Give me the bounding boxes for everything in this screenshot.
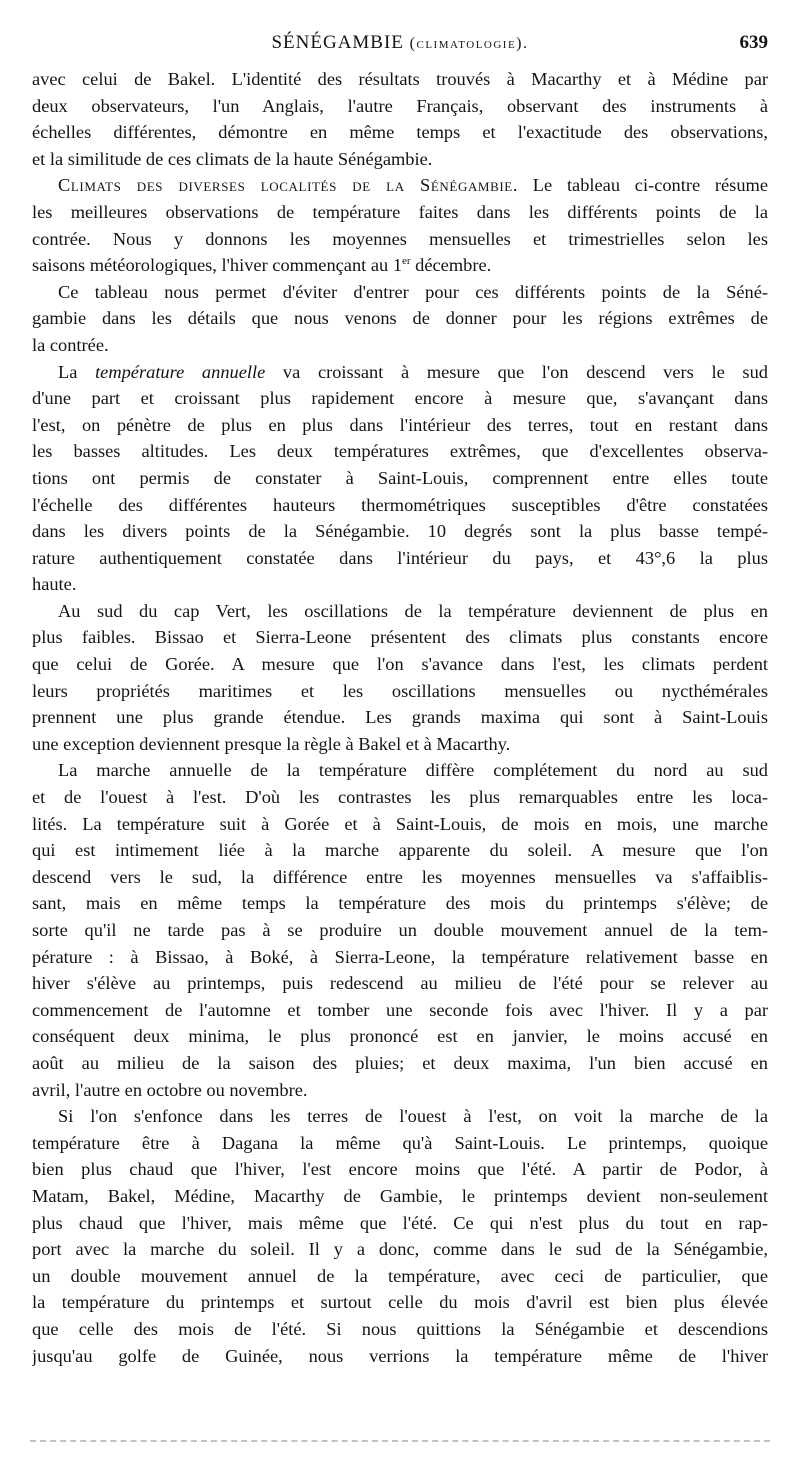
text-line: la température du printemps et surtout celle du mois d'avril est bien plus élevée [32, 1292, 768, 1313]
text-line: que celle des mois de l'été. Si nous quittions la Sénégambie et descendions [32, 1318, 768, 1339]
text-line: deux observateurs, l'un Anglais, l'autre Français, observant des instruments à [32, 95, 768, 116]
ordinal-superscript: er [402, 255, 411, 268]
body-text [32, 66, 768, 1369]
text-line: qui est intimement liée à la marche apparente du soleil. A mesure que l'on [32, 840, 768, 861]
text-line: port avec la marche du soleil. Il y a donc, comme dans le sud de la Sénégambie, [32, 1239, 768, 1260]
text-line: l'est, on pénètre de plus en plus dans l'intérieur des terres, tout en restant dans [32, 414, 768, 435]
text-line: Au sud du cap Vert, les oscillations de la température deviennent de plus en [58, 600, 768, 621]
text-line: et la similitude de ces climats de la haute Sénégambie. [32, 148, 433, 169]
text-line: l'échelle des différentes hauteurs thermométriques susceptibles d'être constatées [32, 494, 768, 515]
text-line: plus faibles. Bissao et Sierra-Leone présentent des climats plus constants encore [32, 627, 768, 648]
text-line: haute. [32, 574, 77, 595]
text-line: une exception deviennent presque la règle à Bakel et à Macarthy. [32, 733, 511, 754]
text-line-with-ordinal [32, 252, 768, 279]
text-line: conséquent deux minima, le plus prononcé est en janvier, le moins accusé en [32, 1026, 768, 1047]
text-line: descend vers le sud, la différence entre les moyennes mensuelles va s'affaiblis- [32, 866, 768, 887]
running-header [32, 32, 768, 58]
text-line: les basses altitudes. Les deux températures extrêmes, que d'excellentes observa- [32, 441, 768, 462]
running-title-subtitle: (climatologie). [409, 35, 529, 52]
text-line: et de l'ouest à l'est. D'où les contrastes les plus remarquables entre les loca- [32, 787, 768, 808]
text-line: sant, mais en même temps la température des mois du printemps s'élève; de [32, 893, 768, 914]
text-line: gambie dans les détails que nous venons de donner pour les régions extrêmes de [32, 308, 768, 329]
text-line: lités. La température suit à Gorée et à Saint-Louis, de mois en mois, une marche [32, 813, 768, 834]
text-line: commencement de l'automne et tomber une seconde fois avec l'hiver. Il y a par [32, 999, 768, 1020]
section-heading-line [32, 172, 768, 199]
page-number: 639 [739, 32, 768, 53]
text-run: décembre. [410, 255, 492, 276]
text-line: plus chaud que l'hiver, mais même que l'été. Ce qui n'est plus du tout en rap- [32, 1212, 768, 1233]
running-title [32, 32, 768, 54]
text-line: pérature : à Bissao, à Boké, à Sierra-Leone, la température relativement basse en [32, 946, 768, 967]
text-line: tions ont permis de constater à Saint-Louis, comprennent entre elles toute [32, 467, 768, 488]
text-line: La marche annuelle de la température diffère complétement du nord au sud [58, 760, 768, 781]
text-line: échelles différentes, démontre en même temps et l'exactitude des observations, [32, 122, 768, 143]
text-line: un double mouvement annuel de la température, avec ceci de particulier, que [32, 1265, 768, 1286]
italic-term: température annuelle [95, 361, 266, 382]
text-run: La [58, 361, 96, 382]
text-run: saisons météorologiques, l'hiver commençant au 1 [32, 255, 403, 276]
text-line: août au milieu de la saison des pluies; et deux maxima, l'un bien accusé en [32, 1052, 768, 1073]
text-line: hiver s'élève au printemps, puis redescend au milieu de l'été pour se relever au [32, 973, 768, 994]
text-line: la contrée. [32, 334, 109, 355]
text-line: dans les divers points de la Sénégambie. 10 degrés sont la plus basse tempé- [32, 521, 768, 542]
text-line: que celui de Gorée. A mesure que l'on s'avance dans l'est, les climats perdent [32, 654, 768, 675]
text-line: Si l'on s'enfonce dans les terres de l'ouest à l'est, on voit la marche de la [58, 1106, 768, 1127]
text-line: avec celui de Bakel. L'identité des résultats trouvés à Macarthy et à Médine par [32, 69, 768, 89]
text-line-with-italic [32, 359, 768, 386]
text-line: jusqu'au golfe de Guinée, nous verrions la température même de l'hiver [32, 1345, 768, 1366]
text-line: contrée. Nous y donnons les moyennes mensuelles et trimestrielles selon les [32, 228, 768, 249]
text-run: Le tableau ci-contre résume [518, 175, 768, 196]
text-run: va croissant à mesure que l'on descend vers le sud [265, 361, 768, 382]
section-heading: Climats des diverses localités de la Sénégambie. [58, 175, 519, 196]
text-line: bien plus chaud que l'hiver, l'est encore moins que l'été. A partir de Podor, à [32, 1159, 768, 1180]
text-line: d'une part et croissant plus rapidement encore à mesure que, s'avançant dans [32, 388, 768, 409]
text-line: les meilleures observations de température faites dans les différents points de la [32, 201, 768, 222]
footer-rule [30, 1440, 770, 1442]
text-line: Matam, Bakel, Médine, Macarthy de Gambie, le printemps devient non-seulement [32, 1185, 768, 1206]
text-line: rature authentiquement constatée dans l'intérieur du pays, et 43°,6 la plus [32, 547, 768, 568]
text-line: leurs propriétés maritimes et les oscillations mensuelles ou nycthémérales [32, 680, 768, 701]
running-title-main: SÉNÉGAMBIE [271, 32, 410, 53]
text-line: Ce tableau nous permet d'éviter d'entrer pour ces différents points de la Séné- [58, 281, 768, 302]
text-line: prennent une plus grande étendue. Les grands maxima qui sont à Saint-Louis [32, 707, 768, 728]
text-line: avril, l'autre en octobre ou novembre. [32, 1079, 308, 1100]
text-line: température être à Dagana la même qu'à Saint-Louis. Le printemps, quoique [32, 1132, 768, 1153]
text-line: sorte qu'il ne tarde pas à se produire un double mouvement annuel de la tem- [32, 920, 768, 940]
